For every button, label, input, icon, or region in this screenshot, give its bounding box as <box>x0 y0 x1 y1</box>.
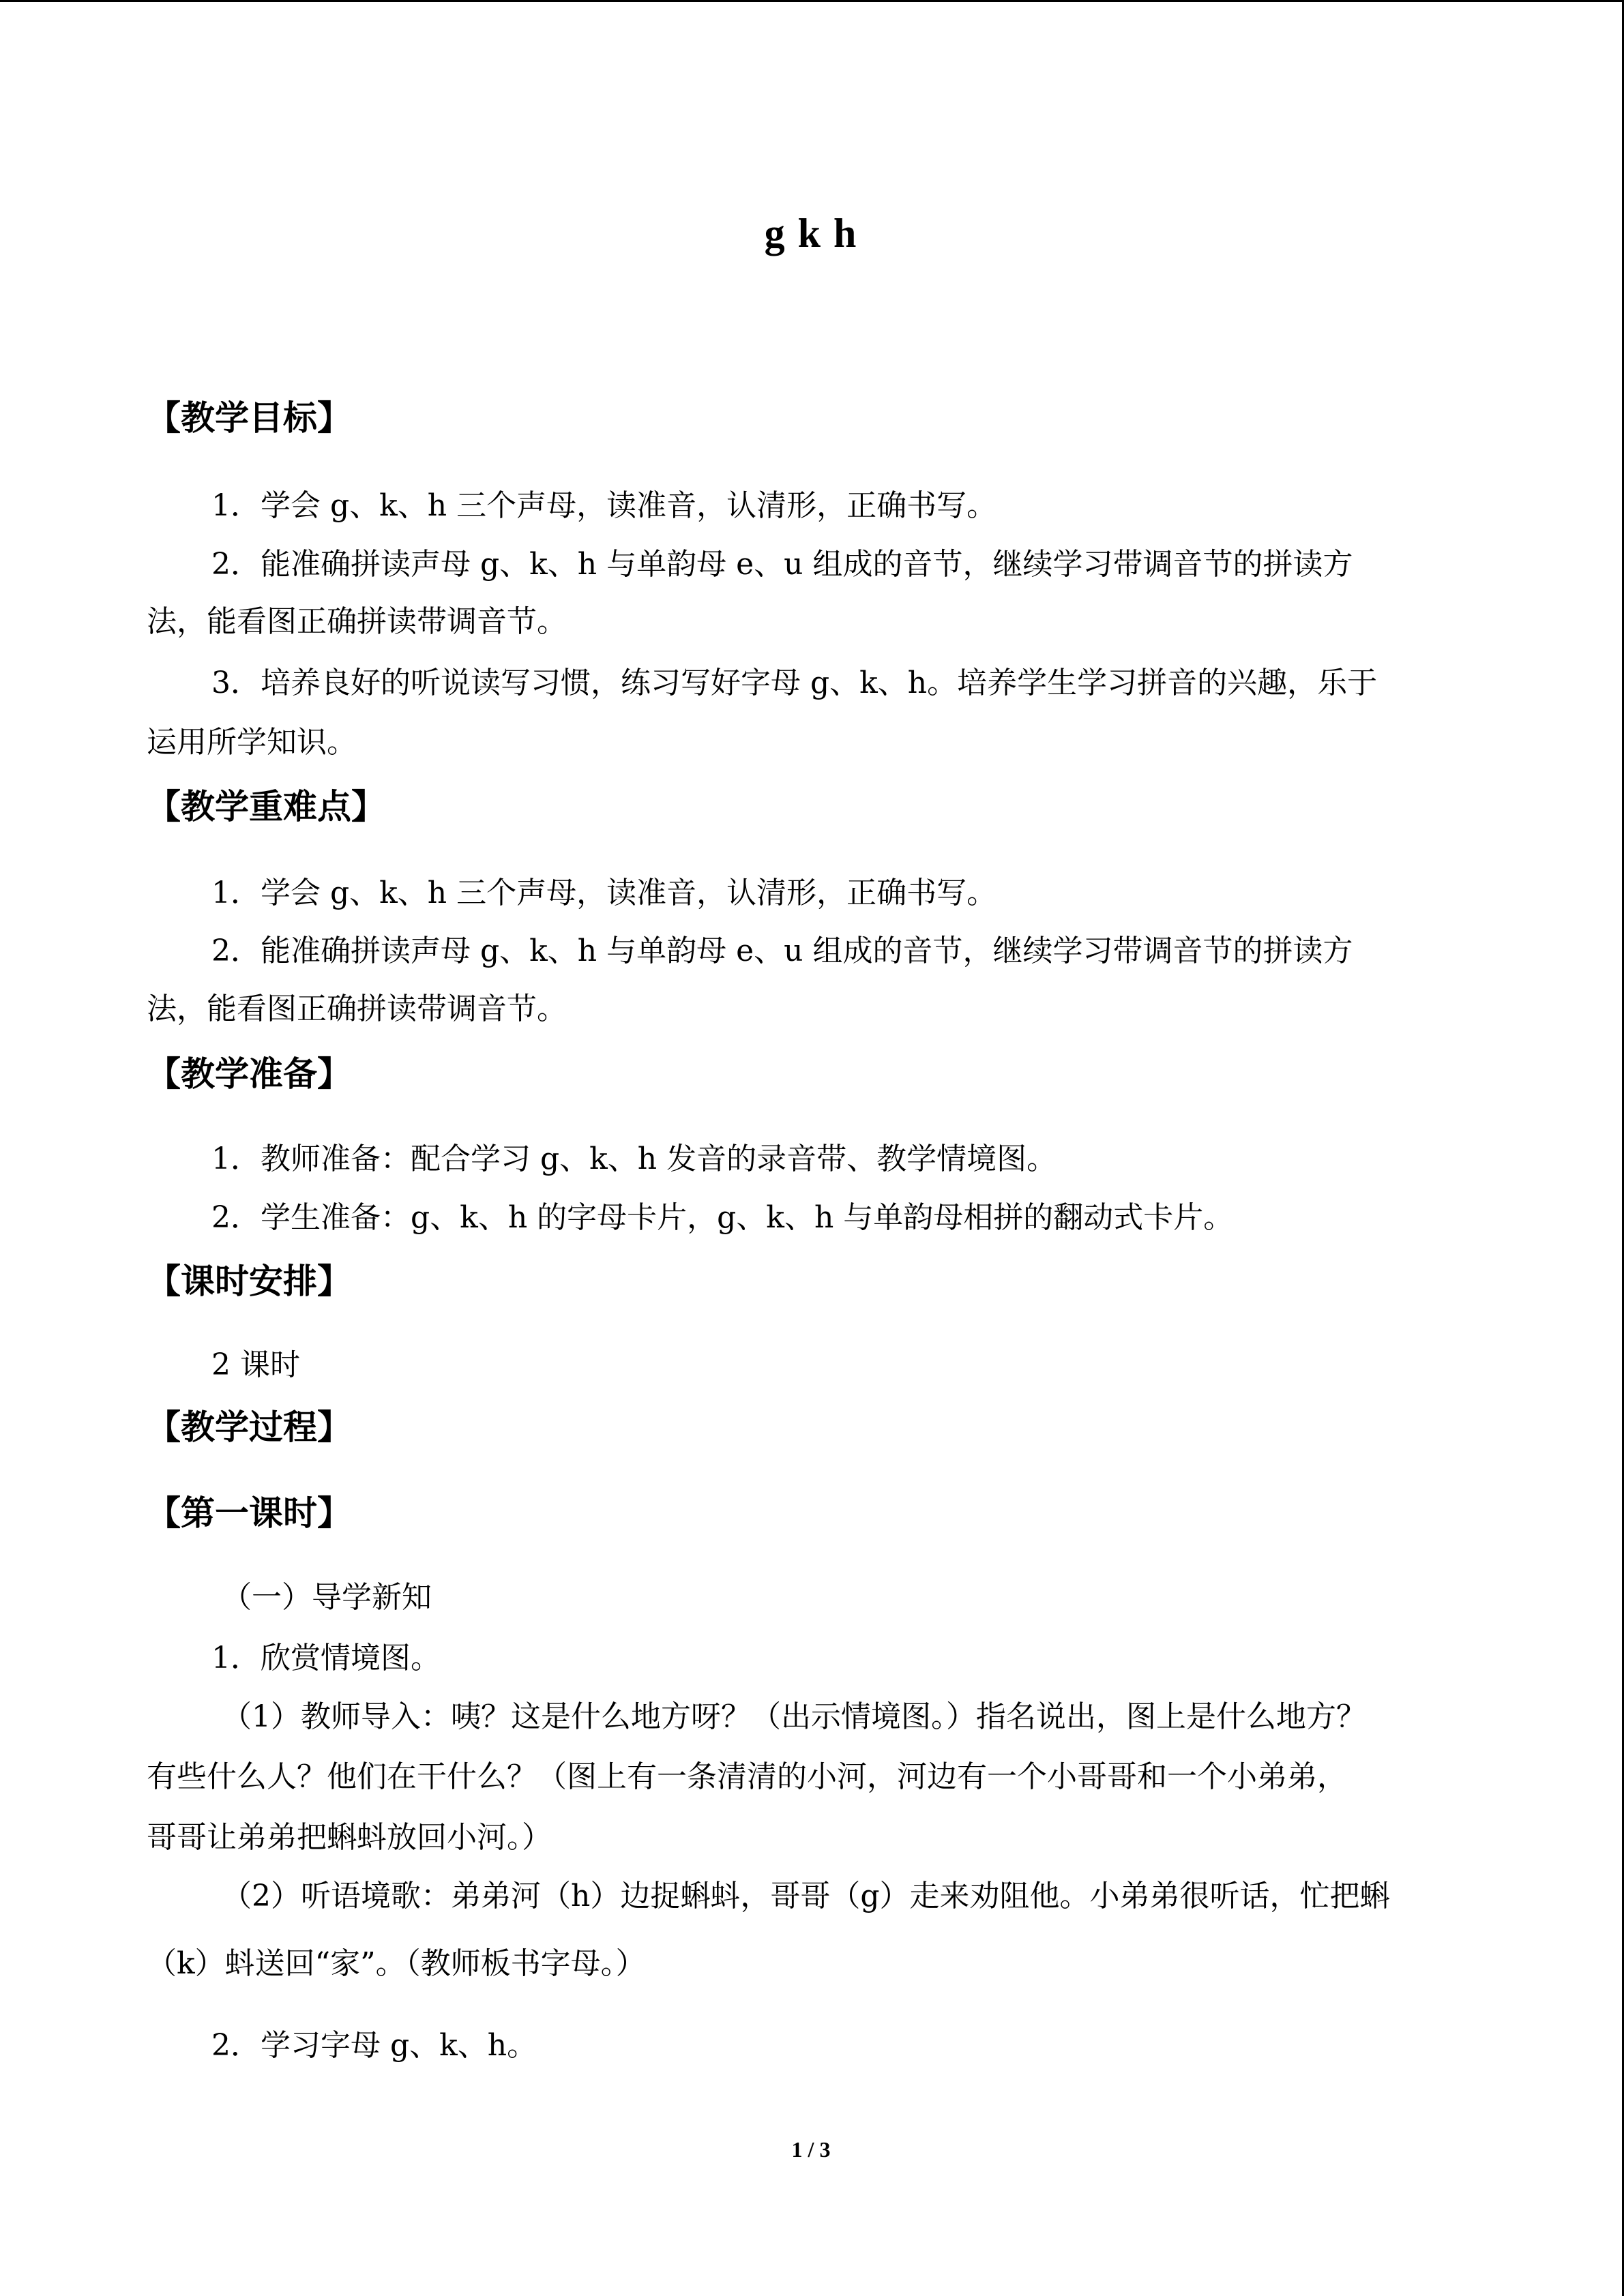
paragraph-line: 2．学习字母 g、k、h。 <box>211 2028 537 2063</box>
paragraph-line: 法，能看图正确拼读带调音节。 <box>147 604 567 639</box>
section-heading-schedule: 【课时安排】 <box>147 1262 351 1301</box>
paragraph-line: （k）蚪送回“家”。（教师板书字母。） <box>147 1946 646 1981</box>
paragraph-line: （1）教师导入：咦？这是什么地方呀？（出示情境图。）指名说出，图上是什么地方？ <box>222 1699 1366 1734</box>
paragraph-line: 2 课时 <box>211 1347 300 1382</box>
document-title: g k h <box>764 211 858 256</box>
paragraph-line: 3．培养良好的听说读写习惯，练习写好字母 g、k、h。培养学生学习拼音的兴趣，乐于 <box>211 666 1378 700</box>
paragraph-line: 2．学生准备：g、k、h 的字母卡片，g、k、h 与单韵母相拼的翻动式卡片。 <box>211 1200 1234 1235</box>
section-heading-goals: 【教学目标】 <box>147 398 351 438</box>
paragraph-line: （一）导学新知 <box>222 1580 432 1615</box>
paragraph-line: 1．欣赏情境图。 <box>211 1641 441 1675</box>
paragraph-line: 2．能准确拼读声母 g、k、h 与单韵母 e、u 组成的音节，继续学习带调音节的拼读方 <box>211 934 1353 968</box>
paragraph-line: 1．教师准备：配合学习 g、k、h 发音的录音带、教学情境图。 <box>211 1142 1057 1176</box>
paragraph-line: 1．学会 g、k、h 三个声母，读准音，认清形，正确书写。 <box>211 876 997 910</box>
paragraph-line: 哥哥让弟弟把蝌蚪放回小河。） <box>147 1820 552 1855</box>
section-heading-preparation: 【教学准备】 <box>147 1054 351 1094</box>
paragraph-line: 2．能准确拼读声母 g、k、h 与单韵母 e、u 组成的音节，继续学习带调音节的拼读方 <box>211 547 1353 582</box>
paragraph-line: 有些什么人？他们在干什么？（图上有一条清清的小河，河边有一个小哥哥和一个小弟弟， <box>147 1759 1347 1794</box>
section-heading-keypoints: 【教学重难点】 <box>147 787 385 826</box>
paragraph-line: 1．学会 g、k、h 三个声母，读准音，认清形，正确书写。 <box>211 488 997 523</box>
page-number: 1 / 3 <box>791 2137 831 2162</box>
paragraph-line: （2）听语境歌：弟弟河（h）边捉蝌蚪，哥哥（g）走来劝阻他。小弟弟很听话，忙把蝌 <box>222 1879 1390 1913</box>
paragraph-line: 法，能看图正确拼读带调音节。 <box>147 992 567 1026</box>
paragraph-line: 运用所学知识。 <box>147 725 357 760</box>
section-heading-process: 【教学过程】 <box>147 1407 351 1447</box>
section-heading-lesson1: 【第一课时】 <box>147 1493 351 1533</box>
